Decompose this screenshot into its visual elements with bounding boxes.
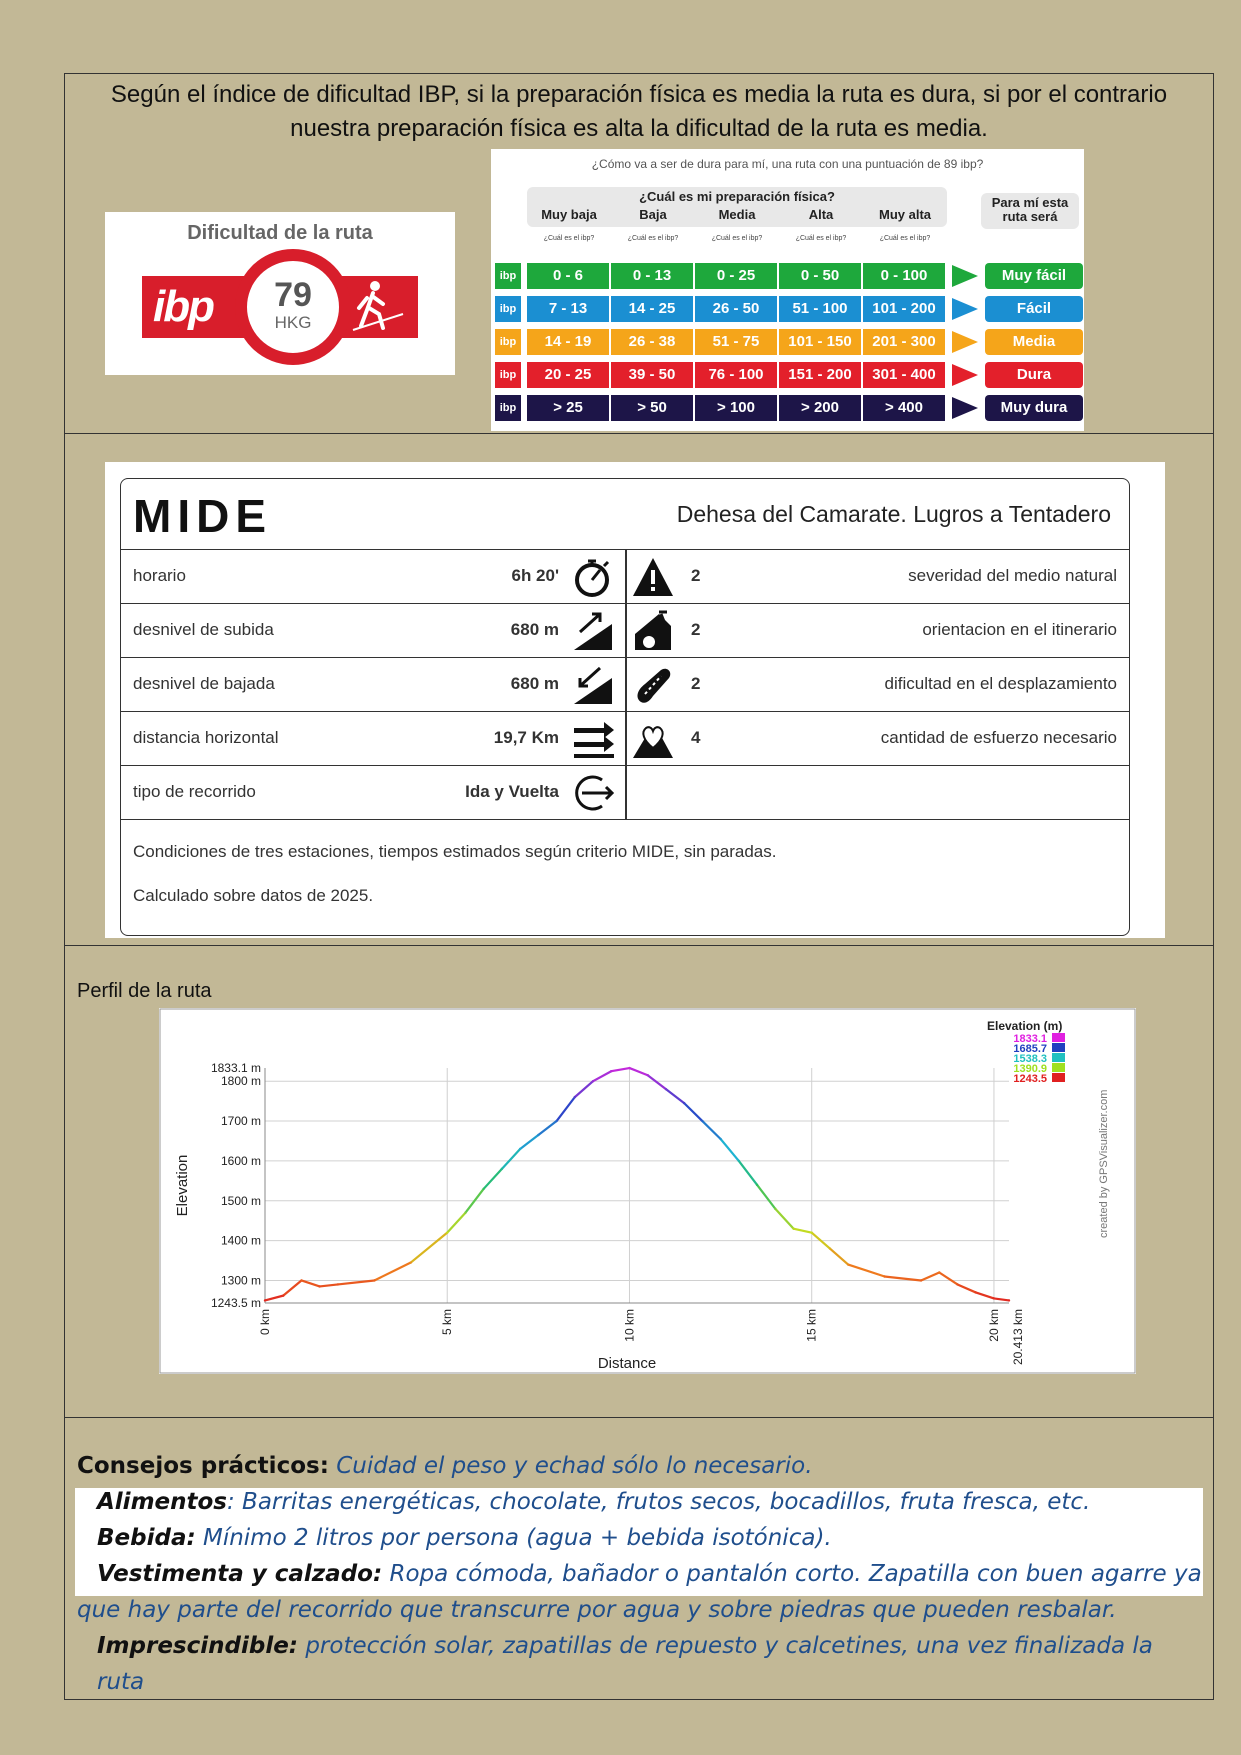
chart-x-tick-label: 20.413 km <box>1011 1309 1025 1366</box>
elevation-point <box>574 1096 576 1098</box>
mide-score: 2 <box>691 674 701 693</box>
ascent-icon <box>572 610 616 652</box>
tips-text <box>77 1448 1205 1700</box>
elevation-point <box>665 1088 667 1090</box>
chart-y-label: Elevation <box>174 1154 191 1217</box>
warning-icon <box>631 556 675 598</box>
ibp-badge <box>105 212 455 375</box>
chart-legend-title: Elevation (m) <box>987 1019 1063 1033</box>
mide-description: orientacion en el itinerario <box>922 620 1117 639</box>
mide-description: severidad del medio natural <box>908 566 1117 585</box>
mide-divider <box>625 550 627 604</box>
mide-row <box>121 711 1129 766</box>
ibp-cell: 39 - 50 <box>611 362 693 388</box>
ibp-column-label: Alta <box>808 207 834 222</box>
mide-score: 2 <box>691 620 701 639</box>
mide-description: cantidad de esfuerzo necesario <box>880 728 1117 747</box>
ibp-cell: > 50 <box>611 395 693 421</box>
chart-y-tick-label: 1800 m <box>220 1074 261 1089</box>
descent-icon <box>572 664 616 706</box>
mide-row <box>121 765 1129 820</box>
ibp-sub-label: ¿Cuál es el ibp? <box>627 235 679 242</box>
chart-legend-swatch <box>1052 1073 1065 1082</box>
ibp-cell: > 100 <box>695 395 777 421</box>
footprint-icon <box>631 664 675 706</box>
badge-value: 79 <box>274 276 312 314</box>
mide-note: Condiciones de tres estaciones, tiempos estimados según criterio MIDE, sin paradas. <box>133 842 777 861</box>
distance-icon <box>572 718 616 760</box>
badge-title: Dificultad de la ruta <box>187 222 373 244</box>
mide-value: 19,7 Km <box>493 728 559 747</box>
tip-key: Consejos prácticos: <box>77 1453 329 1479</box>
elevation-point <box>847 1263 849 1265</box>
mide-inner <box>120 478 1130 936</box>
ibp-cell: 0 - 13 <box>611 263 693 289</box>
elevation-chart <box>159 1008 1136 1374</box>
mide-label: desnivel de bajada <box>133 674 275 693</box>
elevation-chart-svg <box>159 1008 1136 1374</box>
ibp-tag: ibp <box>495 395 521 421</box>
tip-line <box>77 1556 1205 1592</box>
chart-y-tick-label: 1400 m <box>220 1233 261 1248</box>
chart-legend-swatch <box>1052 1063 1065 1072</box>
ibp-sub-label: ¿Cuál es el ibp? <box>543 235 595 242</box>
ibp-column-label: Muy alta <box>878 207 931 222</box>
ibp-cell: 0 - 6 <box>527 263 609 289</box>
elevation-point <box>738 1160 740 1162</box>
mide-row <box>121 549 1129 604</box>
elevation-point <box>792 1227 794 1229</box>
elevation-point <box>300 1279 302 1281</box>
ibp-result-header: Para mí esta ruta será <box>981 193 1079 229</box>
tip-value: protección solar, zapatillas de repuesto y calcetines, una vez finalizada la ruta <box>97 1633 1153 1695</box>
mide-note: Calculado sobre datos de 2025. <box>133 886 374 905</box>
mide-logo: MIDE <box>133 490 272 542</box>
tip-line <box>77 1484 1205 1520</box>
ibp-column-label: Muy baja <box>541 207 597 222</box>
elevation-point <box>264 1299 266 1301</box>
ibp-cell: 101 - 150 <box>779 329 861 355</box>
elevation-point <box>993 1297 995 1299</box>
elevation-point <box>683 1102 685 1104</box>
ibp-cell: 0 - 25 <box>695 263 777 289</box>
chart-legend-label: 1833.1 <box>1013 1033 1047 1045</box>
chart-legend-label: 1538.3 <box>1013 1053 1047 1065</box>
mide-score: 2 <box>691 566 701 585</box>
ibp-cell: 76 - 100 <box>695 362 777 388</box>
elevation-point <box>373 1279 375 1281</box>
elevation-point <box>464 1212 466 1214</box>
ibp-question: ¿Cómo va a ser de dura para mí, una ruta con una puntuación de 89 ibp? <box>591 157 984 171</box>
elevation-point <box>701 1120 703 1122</box>
elevation-point <box>920 1279 922 1281</box>
mide-route-name: Dehesa del Camarate. Lugros a Tentadero <box>676 501 1111 527</box>
mide-label: tipo de recorrido <box>133 782 256 801</box>
mide-value: 680 m <box>510 674 559 693</box>
elevation-point <box>592 1080 594 1082</box>
chart-y-tick-label: 1500 m <box>220 1193 261 1208</box>
tip-line <box>77 1448 1205 1484</box>
elevation-point <box>756 1184 758 1186</box>
ibp-sub-label: ¿Cuál es el ibp? <box>795 235 847 242</box>
chart-x-tick-label: 20 km <box>986 1309 1001 1342</box>
ibp-cell: 14 - 25 <box>611 296 693 322</box>
mide-description: dificultad en el desplazamiento <box>884 674 1117 693</box>
elevation-point <box>537 1134 539 1136</box>
ibp-arrow <box>952 397 978 419</box>
elevation-point <box>829 1247 831 1249</box>
ibp-arrow <box>952 331 978 353</box>
ibp-result: Dura <box>985 362 1083 388</box>
elevation-point <box>282 1294 284 1296</box>
chart-legend-swatch <box>1052 1053 1065 1062</box>
ibp-header: ¿Cuál es mi preparación física? <box>639 189 835 204</box>
ibp-cell: > 200 <box>779 395 861 421</box>
ibp-column-label: Baja <box>639 207 667 222</box>
ibp-cell: 51 - 75 <box>695 329 777 355</box>
elevation-point <box>337 1283 339 1285</box>
ibp-result: Fácil <box>985 296 1083 322</box>
elevation-point <box>1008 1299 1010 1301</box>
tip-key: Vestimenta y calzado: <box>97 1561 383 1587</box>
tip-value: : Barritas energéticas, chocolate, frutos secos, bocadillos, fruta fresca, etc. <box>227 1489 1091 1515</box>
chart-legend-swatch <box>1052 1033 1065 1042</box>
mide-value: 6h 20' <box>511 566 559 585</box>
tip-line <box>77 1628 1205 1700</box>
profile-title: Perfil de la ruta <box>77 980 212 1002</box>
chart-x-tick-label: 10 km <box>622 1309 637 1342</box>
elevation-point <box>883 1275 885 1277</box>
hiker-icon <box>345 278 405 334</box>
elevation-point <box>938 1271 940 1273</box>
ibp-section <box>65 74 1213 434</box>
chart-x-tick-label: 5 km <box>440 1309 455 1336</box>
mide-notes <box>121 819 1129 937</box>
document-frame <box>64 73 1214 1700</box>
tip-key: Imprescindible: <box>97 1633 299 1659</box>
ibp-cell: 101 - 200 <box>863 296 945 322</box>
ibp-cell: 26 - 50 <box>695 296 777 322</box>
stopwatch-icon <box>572 556 616 598</box>
tip-value: Mínimo 2 litros por persona (agua + bebida isotónica). <box>202 1525 832 1551</box>
ibp-arrow <box>952 364 978 386</box>
ibp-arrow <box>952 298 978 320</box>
chart-legend-label: 1390.9 <box>1013 1063 1047 1075</box>
elevation-point <box>555 1120 557 1122</box>
ibp-tag: ibp <box>495 329 521 355</box>
elevation-point <box>318 1285 320 1287</box>
ibp-result: Media <box>985 329 1083 355</box>
chart-legend-swatch <box>1052 1043 1065 1052</box>
orientation-icon <box>631 610 675 652</box>
elevation-point <box>646 1074 648 1076</box>
elevation-point <box>446 1231 448 1233</box>
ibp-cell: 20 - 25 <box>527 362 609 388</box>
chart-credit: created by GPSVisualizer.com <box>1098 1089 1110 1238</box>
mide-label: horario <box>133 566 186 585</box>
elevation-point <box>719 1138 721 1140</box>
ibp-cell: > 400 <box>863 395 945 421</box>
elevation-point <box>410 1261 412 1263</box>
profile-section <box>65 946 1213 1418</box>
ibp-result: Muy dura <box>985 395 1083 421</box>
chart-x-tick-label: 0 km <box>258 1309 272 1336</box>
ibp-tag: ibp <box>495 362 521 388</box>
tip-value: Ropa cómoda, bañador o pantalón corto. Zapatilla con buen agarre ya <box>389 1561 1202 1587</box>
mide-row <box>121 603 1129 658</box>
chart-legend-label: 1243.5 <box>1013 1073 1047 1085</box>
elevation-point <box>628 1067 630 1069</box>
ibp-result: Muy fácil <box>985 263 1083 289</box>
ibp-sub-label: ¿Cuál es el ibp? <box>711 235 763 242</box>
mide-section <box>65 434 1213 946</box>
mide-label: distancia horizontal <box>133 728 279 747</box>
elevation-point <box>610 1070 612 1072</box>
chart-y-tick-label: 1700 m <box>220 1114 261 1129</box>
mide-divider <box>625 658 627 712</box>
ibp-cell: 14 - 19 <box>527 329 609 355</box>
ibp-cell: > 25 <box>527 395 609 421</box>
mide-value: 680 m <box>510 620 559 639</box>
mide-value: Ida y Vuelta <box>465 782 559 801</box>
chart-y-tick-label: 1833.1 m <box>210 1061 261 1075</box>
elevation-point <box>501 1168 503 1170</box>
chart-x-tick-label: 15 km <box>804 1309 819 1342</box>
tip-value: que hay parte del recorrido que transcurre por agua y sobre piedras que pueden resbalar. <box>77 1597 1117 1623</box>
round-trip-icon <box>572 772 616 814</box>
elevation-point <box>774 1208 776 1210</box>
tip-key: Bebida: <box>97 1525 196 1551</box>
mide-divider <box>625 766 627 820</box>
ibp-tag: ibp <box>495 263 521 289</box>
mide-divider <box>625 604 627 658</box>
tip-value: Cuidad el peso y echad sólo lo necesario. <box>336 1453 813 1479</box>
ibp-cell: 151 - 200 <box>779 362 861 388</box>
effort-heart-icon <box>631 718 675 760</box>
ibp-arrow <box>952 265 978 287</box>
elevation-point <box>811 1231 813 1233</box>
tip-key: Alimentos <box>97 1489 227 1515</box>
ibp-cell: 0 - 100 <box>863 263 945 289</box>
chart-y-tick-label: 1243.5 m <box>210 1296 261 1310</box>
ibp-tag: ibp <box>495 296 521 322</box>
ibp-sub-label: ¿Cuál es el ibp? <box>879 235 931 242</box>
mide-card <box>105 462 1165 938</box>
chart-x-label: Distance <box>597 1355 657 1372</box>
badge-unit: HKG <box>274 313 312 332</box>
badge-ring <box>235 249 351 365</box>
ibp-cell: 7 - 13 <box>527 296 609 322</box>
mide-score: 4 <box>691 728 701 747</box>
ibp-cell: 301 - 400 <box>863 362 945 388</box>
ibp-table <box>491 149 1084 431</box>
ibp-column-label: Media <box>718 207 756 222</box>
elevation-point <box>956 1283 958 1285</box>
ibp-cell: 0 - 50 <box>779 263 861 289</box>
tip-line <box>77 1592 1205 1628</box>
mide-divider <box>625 712 627 766</box>
mide-label: desnivel de subida <box>133 620 274 639</box>
tips-section <box>65 1418 1213 1699</box>
chart-y-tick-label: 1600 m <box>220 1153 261 1168</box>
elevation-point <box>482 1188 484 1190</box>
ibp-cell: 51 - 100 <box>779 296 861 322</box>
ibp-logo: ibp <box>153 282 213 331</box>
elevation-point <box>975 1291 977 1293</box>
mide-row <box>121 657 1129 712</box>
elevation-point <box>519 1148 521 1150</box>
chart-y-tick-label: 1300 m <box>220 1273 261 1288</box>
intro-text: Según el índice de dificultad IBP, si la preparación física es media la ruta es dura, si por el contrario nuestra preparación física es alta la dificultad de la ruta es media. <box>110 81 1168 142</box>
ibp-cell: 201 - 300 <box>863 329 945 355</box>
chart-legend-label: 1685.7 <box>1013 1043 1047 1055</box>
tip-line <box>77 1520 1205 1556</box>
ibp-cell: 26 - 38 <box>611 329 693 355</box>
